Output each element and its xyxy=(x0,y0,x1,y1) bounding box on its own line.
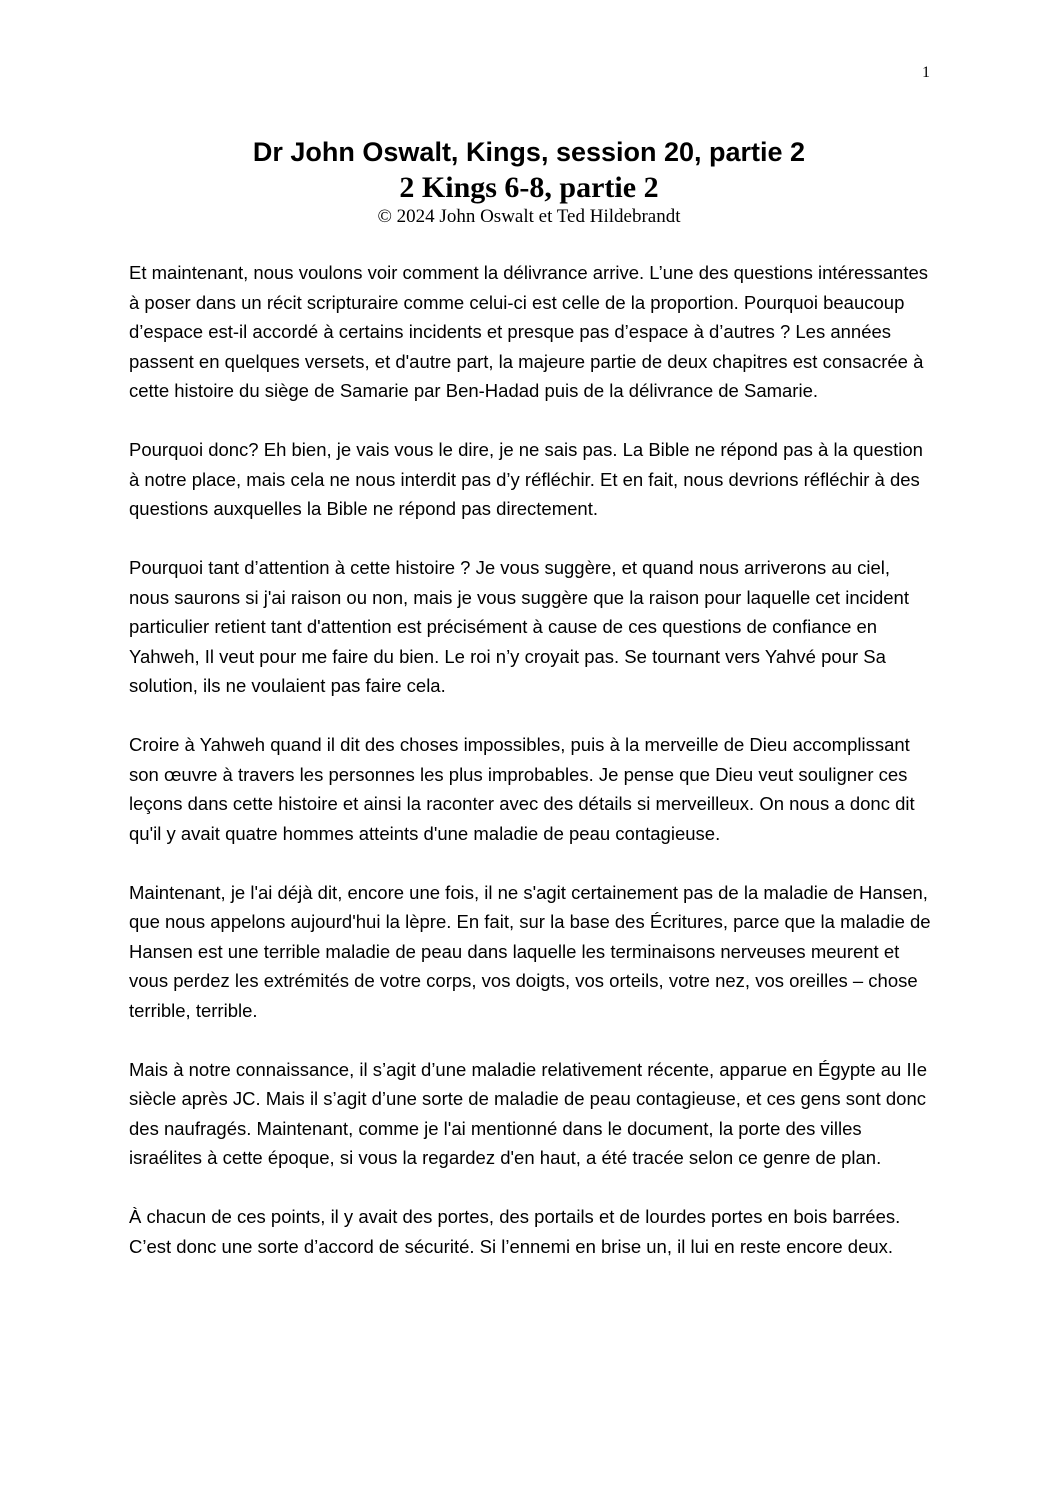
paragraph-3: Pourquoi tant d’attention à cette histoire ? Je vous suggère, et quand nous arriverons au ciel, nous saurons si j'ai raison ou non, mais je vous suggère que la raison pour laquelle cet incident particulier retient tant d'attention est précisément à cause de ces questions de confiance en Yahweh, Il veut pour me faire du bien. Le roi n’y croyait pas. Se tournant vers Yahvé pour Sa solution, ils ne voulaient pas faire cela. xyxy=(129,557,909,696)
copyright-line: © 2024 John Oswalt et Ted Hildebrandt xyxy=(377,206,681,227)
page-number: 1 xyxy=(922,64,930,81)
paragraph-5: Maintenant, je l'ai déjà dit, encore une fois, il ne s'agit certainement pas de la maladie de Hansen, que nous appelons aujourd'hui la lèpre. En fait, sur la base des Écritures, parce que la maladie de Hansen est une terrible maladie de peau dans laquelle les terminaisons nerveuses meurent et vous perdez les extrémités de votre corps, vos doigts, vos orteils, votre nez, vos oreilles – chose terrible, terrible. xyxy=(129,881,931,1021)
document-header xyxy=(0,134,1058,228)
document-body xyxy=(129,258,934,1291)
paragraph-1: Et maintenant, nous voulons voir comment la délivrance arrive. L’une des questions intéressantes à poser dans un récit scripturaire comme celui-ci est celle de la proportion. Pourquoi beaucoup d’espace est-il accordé à certains incidents et presque pas d’espace à d’autres ? Les années passent en quelques versets, et d'autre part, la majeure partie de deux chapitres est consacrée à cette histoire du siège de Samarie par Ben-Hadad puis de la délivrance de Samarie. xyxy=(129,262,929,401)
paragraph-4: Croire à Yahweh quand il dit des choses impossibles, puis à la merveille de Dieu accomplissant son œuvre à travers les personnes les plus improbables. Je pense que Dieu veut souligner ces leçons dans cette histoire et ainsi la raconter avec des détails si merveilleux. On nous a donc dit qu'il y avait quatre hommes atteints d'une maladie de peau contagieuse. xyxy=(129,734,915,844)
paragraph-2: Pourquoi donc? Eh bien, je vais vous le dire, je ne sais pas. La Bible ne répond pas à la question à notre place, mais cela ne nous interdit pas d’y réfléchir. Et en fait, nous devrions réfléchir à des questions auxquelles la Bible ne répond pas directement. xyxy=(129,439,923,519)
document-title: Dr John Oswalt, Kings, session 20, partie 2 xyxy=(252,137,806,167)
document-subtitle: 2 Kings 6-8, partie 2 xyxy=(399,171,659,204)
paragraph-6: Mais à notre connaissance, il s’agit d’une maladie relativement récente, apparue en Égypte au IIe siècle après JC. Mais il s’agit d’une sorte de maladie de peau contagieuse, et ces gens sont donc des naufragés. Maintenant, comme je l'ai mentionné dans le document, la porte des villes israélites à cette époque, si vous la regardez d'en haut, a été tracée selon ce genre de plan. xyxy=(129,1058,928,1168)
paragraph-7: À chacun de ces points, il y avait des portes, des portails et de lourdes portes en bois barrées. C’est donc une sorte d’accord de sécurité. Si l’ennemi en brise un, il lui en reste encore deux. xyxy=(129,1206,901,1257)
